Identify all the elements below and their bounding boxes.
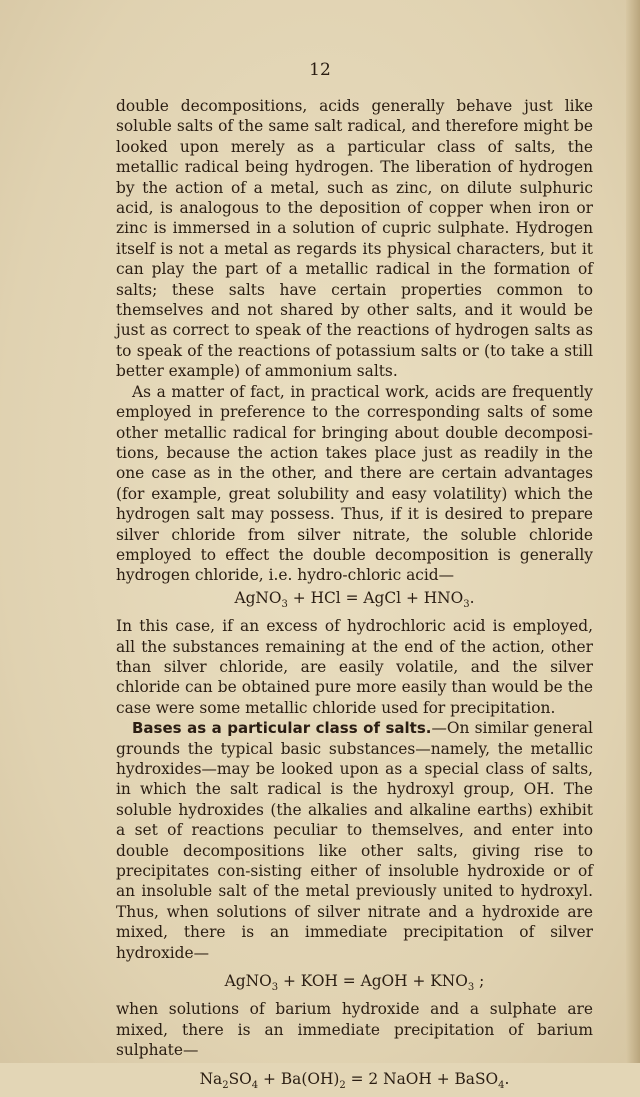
page-number: 12: [309, 60, 331, 80]
body-text: [116, 96, 593, 1097]
equation-3: $Na_2SO_4 + Ba(OH)_2 = 2$ NaOH + BaSO$_4$.: [199, 1069, 510, 1091]
paragraph-1: double decompositions, acids generally behave just like soluble salts of the same salt radical, and therefore might be looked upon merely as a particular class of salts, the metallic radical being hydrogen. The liberation of hydrogen by the action of a metal, such as zinc, on dilute sulphuric acid, is analogous to the deposition of copper when iron or zinc is immersed in a solution of cupric sulphate. Hydrogen itself is not a metal as regards its physical characters, but it can play the part of a metallic radical in the formation of salts; these salts have certain properties common to themselves and not shared by other salts, and it would be just as correct to speak of the reactions of hydrogen salts as to speak of the reactions of potassium salts or (to take a still better example) of ammonium salts.: [116, 97, 593, 381]
paragraph-3: In this case, if an excess of hydrochloric acid is employed, all the substances remaining at the end of the action, other than silver chloride, are easily volatile, and the silver chloride can be obtained pure more easily than would be the case were some metallic chloride used for precipitation.: [116, 617, 593, 717]
paragraph-4: [116, 718, 593, 963]
equation-2: AgNO$_3$ + KOH = AgOH + $KNO_3$ ;: [224, 972, 485, 994]
section-heading: Bases as a particular class of salts.: [132, 719, 432, 738]
equation-1: AgNO$_3$ + HCl = AgCl + $HNO_3$.: [234, 588, 475, 610]
paragraph-5: when solutions of barium hydroxide and a sulphate are mixed, there is an immediate precipitation of barium sulphate—: [116, 1000, 593, 1060]
page-edge-shadow: [626, 0, 640, 1063]
paragraph-4-text: —On similar general grounds the typical basic substances—namely, the metallic hydroxides—may be looked upon as a special class of salts, in which the salt radical is the hydroxyl group, OH. The soluble hydroxides (the alkalies and alkaline earths) exhibit a set of reactions peculiar to themselves, and enter into double decompositions like other salts, giving rise to precipitates con-sisting either of insoluble hydroxide or of an insoluble salt of the metal previously united to hydroxyl. Thus, when solutions of silver nitrate and a hydroxide are mixed, there is an immediate precipitation of silver hydroxide—: [116, 719, 593, 962]
paragraph-2: As a matter of fact, in practical work, acids are frequently employed in preference to the corresponding salts of some other metallic radical for bringing about double decomposi-tions, because the action takes place just as readily in the one case as in the other, and there are certain advantages (for example, great solubility and easy volatility) which the hydrogen salt may possess. Thus, if it is desired to prepare silver chloride from silver nitrate, the soluble chloride employed to effect the double decomposition is generally hydrogen chloride, i.e. hydro-chloric acid—: [116, 382, 593, 585]
